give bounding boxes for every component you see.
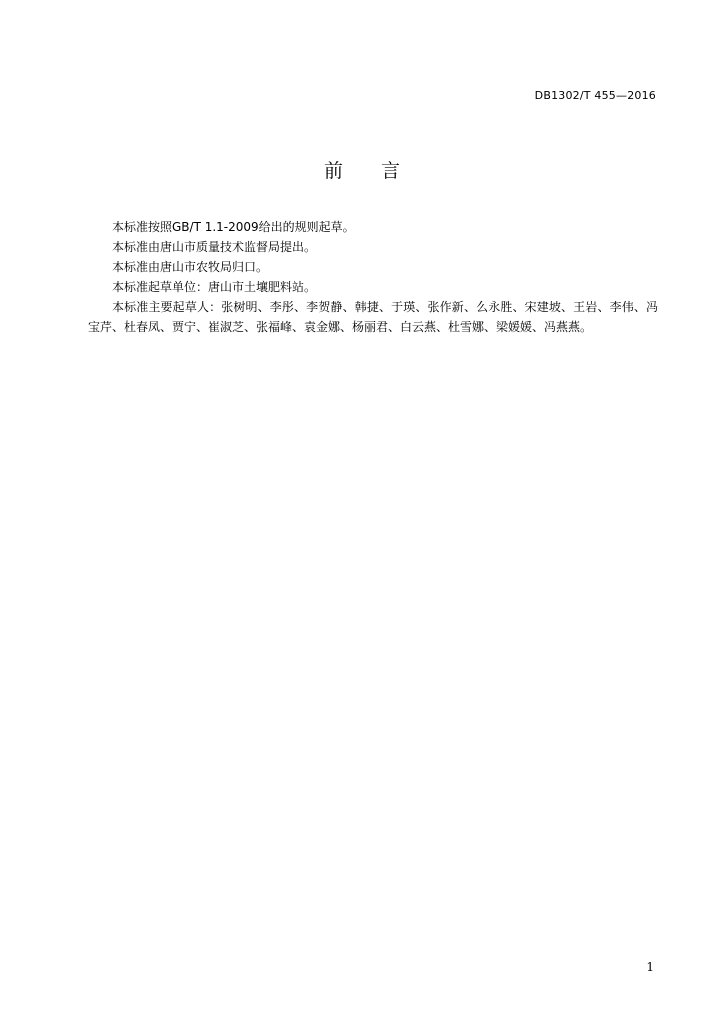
standard-code: DB1302/T 455—2016 xyxy=(534,89,656,102)
paragraph-drafting-rules: 本标准按照GB/T 1.1-2009给出的规则起草。 xyxy=(112,220,355,234)
foreword-body xyxy=(88,217,658,337)
paragraph-drafters: 本标准主要起草人：张树明、李彤、李贺静、韩捷、于瑛、张作新、么永胜、宋建坡、王岩、李伟、冯宝芹、杜春凤、贾宁、崔淑芝、张福峰、袁金娜、杨丽君、白云燕、杜雪娜、梁媛媛、冯燕燕。 xyxy=(88,300,658,334)
paragraph-proposed-by: 本标准由唐山市质量技术监督局提出。 xyxy=(112,240,317,254)
paragraph-centralized-by: 本标准由唐山市农牧局归口。 xyxy=(112,260,269,274)
page-title: 前 言 xyxy=(323,160,400,182)
page-number: 1 xyxy=(646,960,654,974)
paragraph-drafting-unit: 本标准起草单位：唐山市土壤肥料站。 xyxy=(112,280,317,294)
